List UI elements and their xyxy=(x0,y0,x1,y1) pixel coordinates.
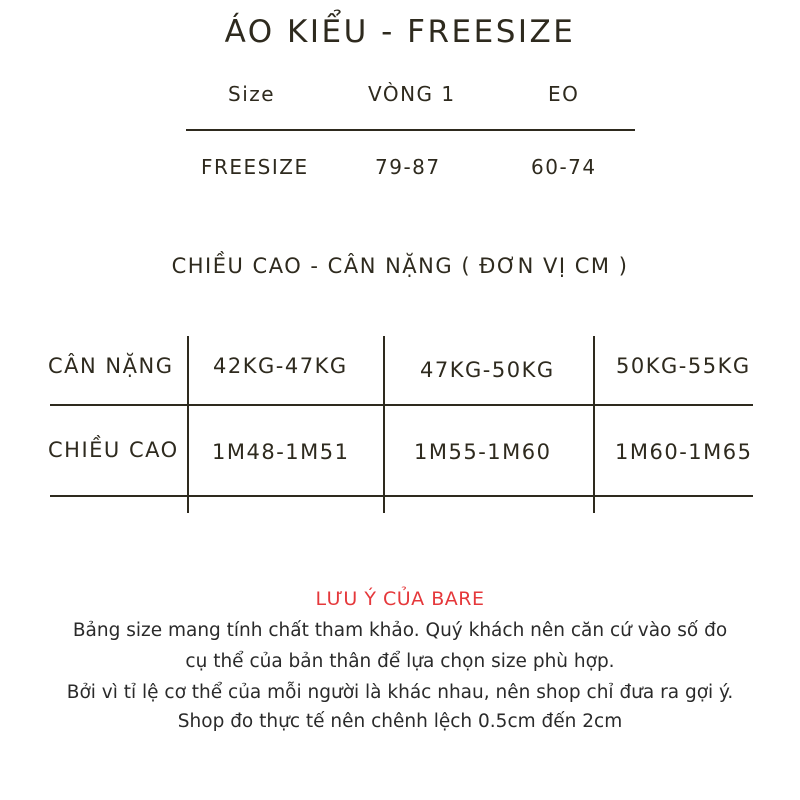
size-cell-size: FREESIZE xyxy=(201,155,309,179)
table-cell: 1M60-1M65 xyxy=(615,440,753,464)
size-header-bust: VÒNG 1 xyxy=(368,82,456,106)
table-cell: 1M55-1M60 xyxy=(414,440,552,464)
table-cell: 47KG-50KG xyxy=(420,358,555,382)
size-table-divider xyxy=(186,129,635,131)
table-row-divider xyxy=(50,404,753,406)
size-cell-waist: 60-74 xyxy=(531,155,597,179)
size-header-size: Size xyxy=(228,82,276,106)
row-label-weight: CÂN NẶNG xyxy=(48,354,174,378)
row-label-height: CHIỀU CAO xyxy=(48,438,179,462)
table-cell: 42KG-47KG xyxy=(213,354,348,378)
page-title: ÁO KIỂU - FREESIZE xyxy=(224,14,576,50)
note-line: Bởi vì tỉ lệ cơ thể của mỗi người là khác nhau, nên shop chỉ đưa ra gợi ý. xyxy=(66,682,734,703)
note-line: Bảng size mang tính chất tham khảo. Quý khách nên căn cứ vào số đo xyxy=(72,620,728,641)
note-line: Shop đo thực tế nên chênh lệch 0.5cm đến 2cm xyxy=(177,711,623,732)
table-cell: 50KG-55KG xyxy=(616,354,751,378)
note-title: LƯU Ý CỦA BARE xyxy=(315,588,485,610)
size-header-waist: EO xyxy=(548,82,580,106)
table-row-divider xyxy=(50,495,753,497)
size-cell-bust: 79-87 xyxy=(375,155,441,179)
table-column-divider xyxy=(383,336,385,513)
height-weight-subtitle: CHIỀU CAO - CÂN NẶNG ( ĐƠN VỊ CM ) xyxy=(171,254,629,278)
table-column-divider xyxy=(593,336,595,513)
table-column-divider xyxy=(187,336,189,513)
table-cell: 1M48-1M51 xyxy=(212,440,350,464)
note-line: cụ thể của bản thân để lựa chọn size phù hợp. xyxy=(185,651,615,672)
